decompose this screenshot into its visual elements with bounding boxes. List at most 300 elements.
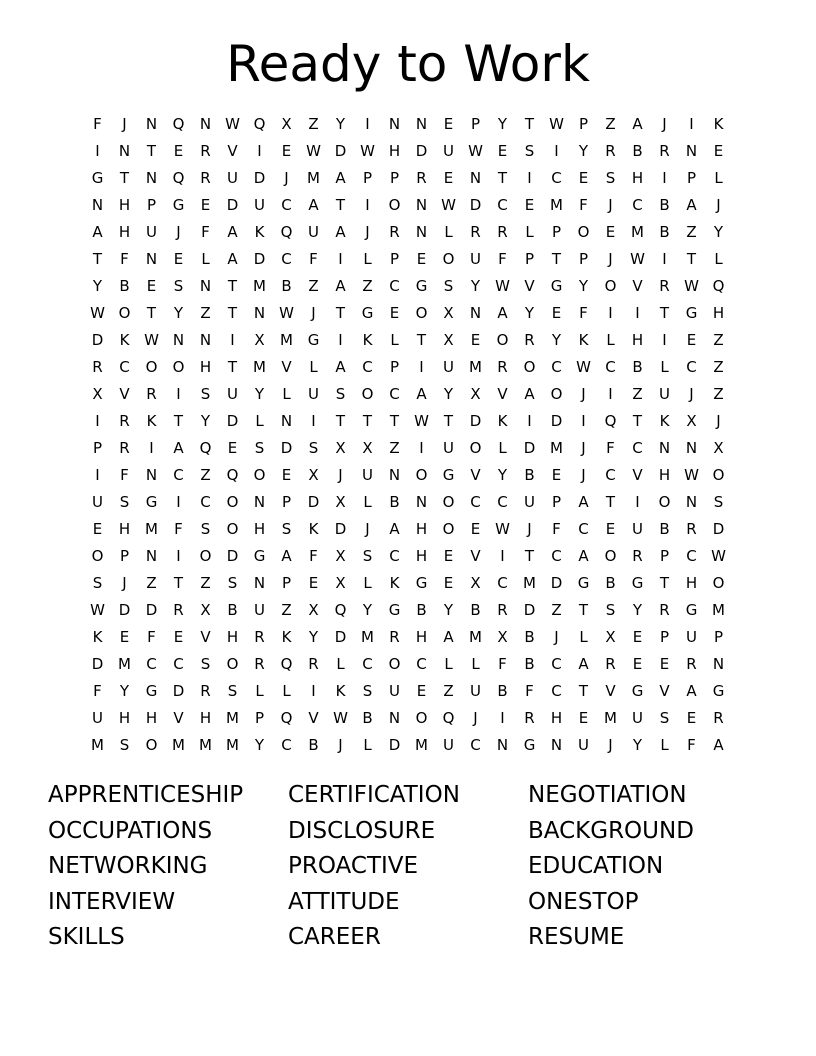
grid-letter: M <box>604 709 617 727</box>
grid-letter: O <box>226 493 239 511</box>
grid-letter: W <box>630 250 645 268</box>
grid-letter: V <box>659 682 670 700</box>
grid-letter: D <box>550 412 563 430</box>
grid-letter: E <box>200 196 211 214</box>
grid-letter: L <box>606 331 615 349</box>
grid-letter: Z <box>551 601 562 619</box>
grid-letter: E <box>605 223 616 241</box>
grid-letter: T <box>632 412 643 430</box>
grid-letter: O <box>118 304 131 322</box>
grid-letter: T <box>335 196 346 214</box>
grid-letter: P <box>659 547 670 565</box>
grid-letter: B <box>497 682 508 700</box>
grid-letter: T <box>578 601 589 619</box>
grid-letter: P <box>686 169 697 187</box>
grid-letter: N <box>496 736 509 754</box>
grid-letter: W <box>306 142 321 160</box>
word-list-item: ATTITUDE <box>288 888 400 915</box>
grid-letter: I <box>662 169 667 187</box>
grid-letter: S <box>335 385 346 403</box>
grid-letter: X <box>254 331 265 349</box>
grid-letter: H <box>415 520 428 538</box>
grid-letter: S <box>605 601 616 619</box>
grid-letter: N <box>280 412 293 430</box>
grid-letter: D <box>334 628 347 646</box>
grid-letter: T <box>119 169 130 187</box>
grid-letter: F <box>606 439 615 457</box>
grid-letter: C <box>497 574 508 592</box>
grid-letter: P <box>146 196 157 214</box>
grid-letter: F <box>687 736 696 754</box>
grid-letter: V <box>470 466 481 484</box>
grid-letter: R <box>659 277 670 295</box>
grid-letter: X <box>308 601 319 619</box>
grid-letter: G <box>631 682 644 700</box>
grid-letter: X <box>497 628 508 646</box>
grid-letter: W <box>468 142 483 160</box>
grid-letter: V <box>227 142 238 160</box>
grid-letter: D <box>226 547 239 565</box>
grid-letter: R <box>524 331 535 349</box>
grid-letter: Y <box>362 601 373 619</box>
grid-letter: H <box>685 574 698 592</box>
grid-letter: G <box>145 493 158 511</box>
grid-letter: G <box>442 466 455 484</box>
grid-letter: O <box>415 709 428 727</box>
grid-letter: R <box>146 385 157 403</box>
grid-letter: I <box>608 304 613 322</box>
grid-letter: K <box>389 574 400 592</box>
word-list-item: EDUCATION <box>528 853 664 879</box>
grid-letter: O <box>226 655 239 673</box>
word-list-item: APPRENTICESHIP <box>48 782 244 808</box>
grid-letter: R <box>632 547 643 565</box>
grid-letter: H <box>415 628 428 646</box>
grid-letter: I <box>176 547 181 565</box>
grid-letter: L <box>471 655 480 673</box>
grid-letter: M <box>523 574 536 592</box>
letter-grid <box>84 111 732 759</box>
grid-letter: Y <box>524 304 535 322</box>
grid-letter: Y <box>92 277 103 295</box>
grid-letter: C <box>551 682 562 700</box>
grid-letter: O <box>604 277 617 295</box>
grid-letter: L <box>363 574 372 592</box>
grid-letter: O <box>145 736 158 754</box>
grid-letter: E <box>686 331 697 349</box>
grid-letter: P <box>254 709 265 727</box>
grid-letter: O <box>469 439 482 457</box>
grid-letter: E <box>551 466 562 484</box>
grid-letter: S <box>200 520 211 538</box>
grid-letter: T <box>92 250 103 268</box>
grid-letter: F <box>120 250 129 268</box>
grid-letter: J <box>473 709 478 727</box>
grid-letter: L <box>363 493 372 511</box>
grid-letter: Y <box>200 412 211 430</box>
grid-letter: Q <box>280 655 293 673</box>
grid-letter: U <box>227 385 238 403</box>
grid-letter: O <box>253 466 266 484</box>
grid-letter: Y <box>632 736 643 754</box>
grid-letter: I <box>311 412 316 430</box>
grid-letter: Y <box>173 304 184 322</box>
grid-letter: U <box>227 169 238 187</box>
grid-letter: R <box>92 358 103 376</box>
grid-letter: B <box>605 574 616 592</box>
grid-letter: C <box>200 493 211 511</box>
grid-letter: S <box>227 682 238 700</box>
grid-letter: A <box>227 223 238 241</box>
grid-letter: I <box>95 466 100 484</box>
grid-letter: N <box>685 142 698 160</box>
grid-letter: L <box>525 223 534 241</box>
grid-letter: Q <box>199 439 212 457</box>
grid-letter: U <box>686 628 697 646</box>
grid-letter: S <box>362 682 373 700</box>
grid-letter: Y <box>308 628 319 646</box>
grid-letter: E <box>551 304 562 322</box>
grid-letter: X <box>470 574 481 592</box>
grid-letter: Y <box>443 385 454 403</box>
grid-letter: N <box>388 115 401 133</box>
grid-letter: S <box>362 547 373 565</box>
grid-letter: D <box>253 169 266 187</box>
grid-letter: U <box>92 709 103 727</box>
word-list-item: SKILLS <box>48 924 125 950</box>
grid-letter: S <box>227 574 238 592</box>
grid-letter: Y <box>470 277 481 295</box>
grid-letter: E <box>119 628 130 646</box>
grid-letter: P <box>470 115 481 133</box>
grid-letter: M <box>253 277 266 295</box>
grid-letter: E <box>173 628 184 646</box>
grid-letter: X <box>443 331 454 349</box>
grid-letter: E <box>470 331 481 349</box>
grid-letter: D <box>145 601 158 619</box>
grid-letter: D <box>334 520 347 538</box>
grid-letter: V <box>632 466 643 484</box>
grid-letter: X <box>281 115 292 133</box>
grid-letter: L <box>282 385 291 403</box>
grid-letter: T <box>146 142 157 160</box>
grid-letter: U <box>443 439 454 457</box>
grid-letter: U <box>443 358 454 376</box>
grid-letter: D <box>469 412 482 430</box>
grid-letter: A <box>713 736 724 754</box>
grid-letter: X <box>335 547 346 565</box>
grid-letter: J <box>176 223 181 241</box>
grid-letter: N <box>199 277 212 295</box>
grid-letter: B <box>524 655 535 673</box>
grid-letter: H <box>388 142 401 160</box>
grid-letter: L <box>390 331 399 349</box>
grid-letter: U <box>254 601 265 619</box>
grid-letter: P <box>119 547 130 565</box>
grid-letter: I <box>500 547 505 565</box>
grid-letter: L <box>363 736 372 754</box>
grid-letter: U <box>389 682 400 700</box>
grid-letter: C <box>578 520 589 538</box>
grid-letter: E <box>686 709 697 727</box>
grid-letter: O <box>523 358 536 376</box>
grid-letter: N <box>145 169 158 187</box>
grid-letter: J <box>716 196 721 214</box>
grid-letter: V <box>524 277 535 295</box>
grid-letter: F <box>498 655 507 673</box>
grid-letter: B <box>659 520 670 538</box>
grid-letter: T <box>227 358 238 376</box>
grid-letter: Z <box>308 115 319 133</box>
grid-letter: Z <box>308 277 319 295</box>
grid-letter: C <box>686 547 697 565</box>
grid-letter: W <box>333 709 348 727</box>
grid-letter: N <box>658 439 671 457</box>
grid-letter: U <box>443 736 454 754</box>
grid-letter: R <box>389 223 400 241</box>
grid-letter: O <box>361 385 374 403</box>
grid-letter: N <box>415 223 428 241</box>
grid-letter: M <box>253 358 266 376</box>
grid-letter: N <box>118 142 131 160</box>
grid-letter: Z <box>605 115 616 133</box>
grid-letter: O <box>226 520 239 538</box>
grid-letter: N <box>415 196 428 214</box>
grid-letter: P <box>713 628 724 646</box>
grid-letter: F <box>309 547 318 565</box>
grid-letter: S <box>200 385 211 403</box>
grid-letter: E <box>281 142 292 160</box>
grid-letter: T <box>686 250 697 268</box>
grid-letter: W <box>495 520 510 538</box>
grid-letter: U <box>443 142 454 160</box>
grid-letter: I <box>149 439 154 457</box>
grid-letter: J <box>527 520 532 538</box>
grid-letter: J <box>608 736 613 754</box>
grid-letter: N <box>685 439 698 457</box>
grid-letter: D <box>523 601 536 619</box>
grid-letter: R <box>119 439 130 457</box>
grid-letter: S <box>92 574 103 592</box>
grid-letter: S <box>443 277 454 295</box>
grid-letter: E <box>605 520 616 538</box>
grid-letter: H <box>118 223 131 241</box>
grid-letter: E <box>173 142 184 160</box>
grid-letter: N <box>145 547 158 565</box>
grid-letter: U <box>632 709 643 727</box>
grid-letter: T <box>227 304 238 322</box>
word-list-item: OCCUPATIONS <box>48 817 213 844</box>
grid-letter: X <box>335 493 346 511</box>
grid-letter: Q <box>280 709 293 727</box>
grid-letter: R <box>497 358 508 376</box>
grid-letter: S <box>713 493 724 511</box>
grid-letter: E <box>470 520 481 538</box>
grid-letter: Y <box>578 142 589 160</box>
grid-letter: A <box>578 655 589 673</box>
grid-letter: C <box>470 736 481 754</box>
grid-letter: C <box>362 358 373 376</box>
grid-letter: C <box>632 196 643 214</box>
grid-letter: C <box>605 466 616 484</box>
grid-letter: G <box>685 601 698 619</box>
grid-letter: C <box>173 655 184 673</box>
grid-letter: Y <box>335 115 346 133</box>
grid-letter: H <box>118 520 131 538</box>
grid-letter: V <box>200 628 211 646</box>
grid-letter: Y <box>713 223 724 241</box>
grid-letter: H <box>550 709 563 727</box>
grid-letter: V <box>119 385 130 403</box>
grid-letter: V <box>632 277 643 295</box>
grid-letter: T <box>362 412 373 430</box>
grid-letter: M <box>469 628 482 646</box>
grid-letter: T <box>443 412 454 430</box>
grid-letter: A <box>416 385 427 403</box>
grid-letter: M <box>415 736 428 754</box>
grid-letter: Y <box>578 277 589 295</box>
grid-letter: G <box>361 304 374 322</box>
grid-letter: J <box>284 169 289 187</box>
grid-letter: D <box>388 736 401 754</box>
grid-letter: E <box>524 196 535 214</box>
grid-letter: E <box>713 142 724 160</box>
grid-letter: Q <box>172 169 185 187</box>
grid-letter: Z <box>200 574 211 592</box>
grid-letter: O <box>91 547 104 565</box>
grid-letter: R <box>605 655 616 673</box>
word-list-item: NEGOTIATION <box>528 782 687 808</box>
grid-letter: O <box>496 331 509 349</box>
grid-letter: H <box>712 304 725 322</box>
grid-letter: I <box>95 142 100 160</box>
grid-letter: B <box>281 277 292 295</box>
grid-letter: Y <box>497 466 508 484</box>
grid-letter: O <box>442 250 455 268</box>
grid-letter: J <box>608 196 613 214</box>
grid-letter: D <box>523 439 536 457</box>
grid-letter: T <box>578 682 589 700</box>
grid-letter: O <box>712 574 725 592</box>
grid-letter: H <box>415 547 428 565</box>
grid-letter: I <box>230 331 235 349</box>
grid-letter: Y <box>551 331 562 349</box>
grid-letter: A <box>524 385 535 403</box>
grid-letter: Z <box>713 385 724 403</box>
grid-letter: I <box>419 439 424 457</box>
grid-letter: C <box>281 736 292 754</box>
grid-letter: X <box>200 601 211 619</box>
grid-letter: N <box>253 574 266 592</box>
grid-letter: B <box>308 736 319 754</box>
grid-letter: T <box>335 412 346 430</box>
grid-letter: N <box>712 655 725 673</box>
grid-letter: I <box>635 493 640 511</box>
grid-letter: P <box>281 493 292 511</box>
grid-letter: O <box>658 493 671 511</box>
grid-letter: U <box>362 466 373 484</box>
grid-letter: C <box>173 466 184 484</box>
grid-letter: A <box>578 493 589 511</box>
grid-letter: L <box>498 439 507 457</box>
grid-letter: I <box>689 115 694 133</box>
grid-letter: Q <box>280 223 293 241</box>
grid-letter: R <box>119 412 130 430</box>
grid-letter: E <box>443 574 454 592</box>
grid-letter: C <box>281 196 292 214</box>
grid-letter: N <box>469 304 482 322</box>
grid-letter: D <box>334 142 347 160</box>
grid-letter: K <box>362 331 373 349</box>
grid-letter: U <box>146 223 157 241</box>
grid-letter: R <box>200 682 211 700</box>
grid-letter: O <box>712 466 725 484</box>
grid-letter: E <box>497 142 508 160</box>
grid-letter: I <box>662 331 667 349</box>
grid-letter: F <box>93 115 102 133</box>
grid-letter: N <box>172 331 185 349</box>
grid-letter: K <box>578 331 589 349</box>
grid-letter: K <box>92 628 103 646</box>
grid-letter: Z <box>713 331 724 349</box>
grid-letter: G <box>712 682 725 700</box>
grid-letter: H <box>631 169 644 187</box>
grid-letter: S <box>119 736 130 754</box>
grid-letter: O <box>388 655 401 673</box>
grid-letter: O <box>145 358 158 376</box>
grid-letter: B <box>632 358 643 376</box>
grid-letter: G <box>145 682 158 700</box>
grid-letter: L <box>282 682 291 700</box>
grid-letter: A <box>443 628 454 646</box>
grid-letter: Y <box>254 736 265 754</box>
grid-letter: G <box>253 547 266 565</box>
grid-letter: G <box>415 277 428 295</box>
grid-letter: N <box>199 115 212 133</box>
grid-letter: P <box>389 358 400 376</box>
grid-letter: E <box>443 547 454 565</box>
grid-letter: V <box>605 682 616 700</box>
grid-letter: Y <box>443 601 454 619</box>
grid-letter: C <box>551 547 562 565</box>
grid-letter: J <box>554 628 559 646</box>
grid-letter: Y <box>254 385 265 403</box>
grid-letter: E <box>227 439 238 457</box>
word-list <box>48 780 768 958</box>
grid-letter: R <box>200 142 211 160</box>
grid-letter: H <box>226 628 239 646</box>
grid-letter: D <box>550 574 563 592</box>
grid-letter: X <box>470 385 481 403</box>
grid-letter: P <box>362 169 373 187</box>
grid-letter: C <box>551 169 562 187</box>
grid-letter: Z <box>632 385 643 403</box>
grid-letter: I <box>581 412 586 430</box>
grid-letter: U <box>308 223 319 241</box>
grid-letter: I <box>554 142 559 160</box>
grid-letter: I <box>635 304 640 322</box>
grid-letter: C <box>416 655 427 673</box>
grid-letter: U <box>470 682 481 700</box>
grid-letter: G <box>550 277 563 295</box>
grid-letter: I <box>527 412 532 430</box>
grid-letter: U <box>578 736 589 754</box>
grid-letter: N <box>199 331 212 349</box>
grid-letter: I <box>527 169 532 187</box>
word-list-item: DISCLOSURE <box>288 817 436 844</box>
grid-letter: M <box>280 331 293 349</box>
grid-letter: E <box>632 628 643 646</box>
